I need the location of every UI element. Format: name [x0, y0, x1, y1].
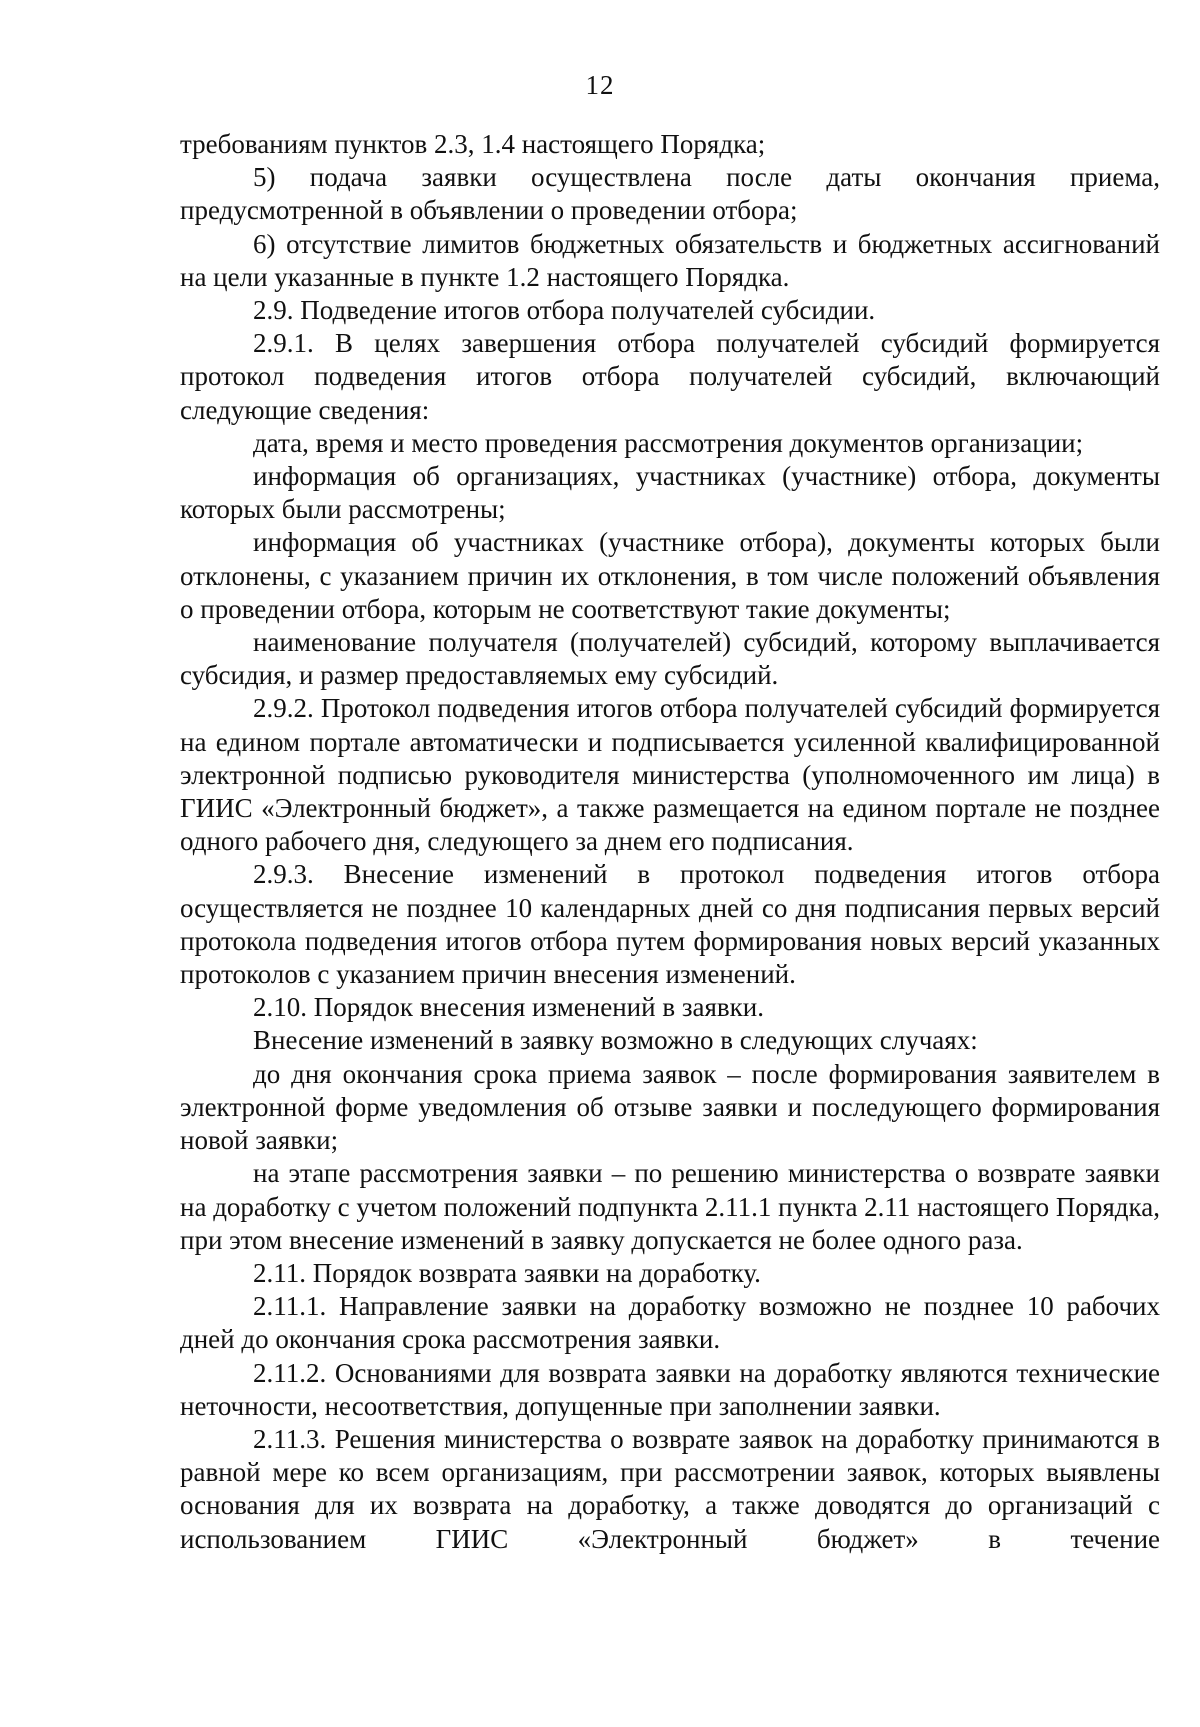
paragraph-2-9-1: 2.9.1. В целях завершения отбора получателей субсидий формируется протокол подведения итогов отбора получателей субсидий, включающий следующие сведения: — [180, 328, 1160, 425]
paragraph-continuation: требованиям пунктов 2.3, 1.4 настоящего Порядка; — [180, 129, 766, 159]
list-item-reviewed: информация об организациях, участниках (участнике) отбора, документы которых были рассмотрены; — [180, 461, 1160, 525]
paragraph-item-6: 6) отсутствие лимитов бюджетных обязательств и бюджетных ассигнований на цели указанные в пункте 1.2 настоящего Порядка. — [180, 228, 1160, 292]
list-item-before-deadline: до дня окончания срока приема заявок – после формирования заявителем в электронной форме уведомления об отзыве заявки и последующего формирования новой заявки; — [180, 1058, 1160, 1156]
list-item-recipient: наименование получателя (получателей) субсидий, которому выплачивается субсидия, и размер предоставляемых ему субсидий. — [180, 627, 1160, 691]
list-item-rejected: информация об участниках (участнике отбора), документы которых были отклонены, с указанием причин их отклонения, в том числе положений объявления о проведении отбора, которым не соответствуют такие документы; — [180, 527, 1160, 624]
list-item-review-stage: на этапе рассмотрения заявки – по решению министерства о возврате заявки на доработку с учетом положений подпункта 2.11.1 пункта 2.11 настоящего Порядка, при этом внесение изменений в заявку допускается не более одного раза. — [180, 1158, 1160, 1255]
paragraph-changes-cases: Внесение изменений в заявку возможно в следующих случаях: — [253, 1025, 978, 1056]
paragraph-2-11-3: 2.11.3. Решения министерства о возврате заявок на доработку принимаются в равной мере ко всем организациям, при рассмотрении заявок, которых выявлены основания для их возврата на доработку, а также доводятся до организаций с использованием ГИИС «Электронный бюджет» в течение — [180, 1423, 1160, 1554]
paragraph-2-9-2: 2.9.2. Протокол подведения итогов отбора получателей субсидий формируется на едином портале автоматически и подписывается усиленной квалифицированной электронной подписью руководителя министерства (уполномоченного им лица) в ГИИС «Электронный бюджет», а также размещается на едином портале не позднее одного рабочего дня, следующего за днем его подписания. — [180, 693, 1160, 857]
page-number: 12 — [585, 70, 615, 100]
paragraph-item-5: 5) подача заявки осуществлена после даты окончания приема, предусмотренной в объявлении о проведении отбора; — [180, 162, 1160, 226]
section-2-9-heading: 2.9. Подведение итогов отбора получателей субсидии. — [253, 295, 876, 326]
document-body — [180, 128, 1160, 1556]
paragraph-2-11-1: 2.11.1. Направление заявки на доработку возможно не позднее 10 рабочих дней до окончания срока рассмотрения заявки. — [180, 1291, 1160, 1355]
section-2-11-heading: 2.11. Порядок возврата заявки на доработку. — [253, 1257, 761, 1288]
section-2-10-heading: 2.10. Порядок внесения изменений в заявки. — [253, 992, 764, 1023]
paragraph-2-9-3: 2.9.3. Внесение изменений в протокол подведения итогов отбора осуществляется не позднее 10 календарных дней со дня подписания первых версий протокола подведения итогов отбора путем формирования новых версий указанных протоколов с указанием причин внесения изменений. — [180, 859, 1160, 990]
list-item-date-place: дата, время и место проведения рассмотрения документов организации; — [253, 427, 1084, 458]
paragraph-2-11-2: 2.11.2. Основаниями для возврата заявки на доработку являются технические неточности, несоответствия, допущенные при заполнении заявки. — [180, 1357, 1160, 1421]
